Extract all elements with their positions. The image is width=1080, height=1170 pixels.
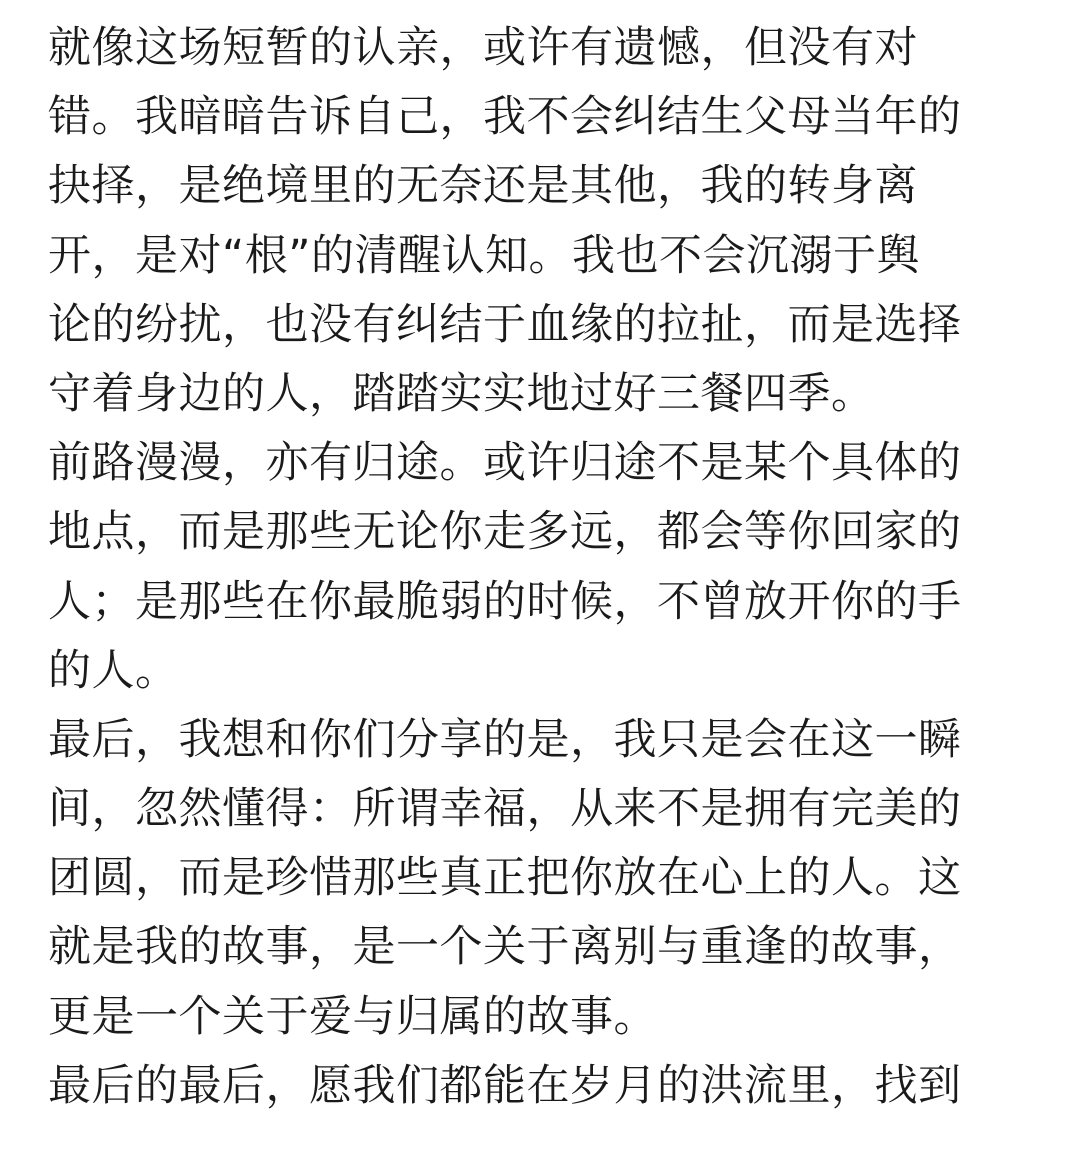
- text-line-9: 人；是那些在你最脆弱的时候，不曾放开你的手: [48, 576, 962, 627]
- article-body: [48, 14, 1048, 1121]
- text-line-16: 最后的最后，愿我们都能在岁月的洪流里，找到: [48, 1060, 962, 1111]
- text-line-6: 守着身边的人，踏踏实实地过好三餐四季。: [48, 368, 875, 419]
- text-line-1: 就像这场短暂的认亲，或许有遗憾，但没有对: [48, 23, 918, 73]
- text-line-7: 前路漫漫，亦有归途。或许归途不是某个具体的: [48, 438, 962, 489]
- text-line-2: 错。我暗暗告诉自己，我不会纠结生父母当年的: [48, 92, 962, 143]
- text-line-14: 就是我的故事，是一个关于离别与重逢的故事，: [48, 922, 962, 973]
- text-line-3: 抉择，是绝境里的无奈还是其他，我的转身离: [48, 161, 918, 212]
- text-line-8: 地点，而是那些无论你走多远，都会等你回家的: [48, 507, 962, 558]
- text-line-15: 更是一个关于爱与归属的故事。: [48, 991, 657, 1042]
- text-line-13: 团圆，而是珍惜那些真正把你放在心上的人。这: [48, 853, 962, 904]
- text-line-12: 间，忽然懂得：所谓幸福，从来不是拥有完美的: [48, 784, 962, 835]
- text-line-10: 的人。: [48, 645, 179, 696]
- text-line-4: 开，是对“根”的清醒认知。我也不会沉溺于舆: [48, 230, 921, 281]
- text-line-11: 最后，我想和你们分享的是，我只是会在这一瞬: [48, 714, 962, 765]
- text-line-5: 论的纷扰，也没有纠结于血缘的拉扯，而是选择: [48, 299, 962, 350]
